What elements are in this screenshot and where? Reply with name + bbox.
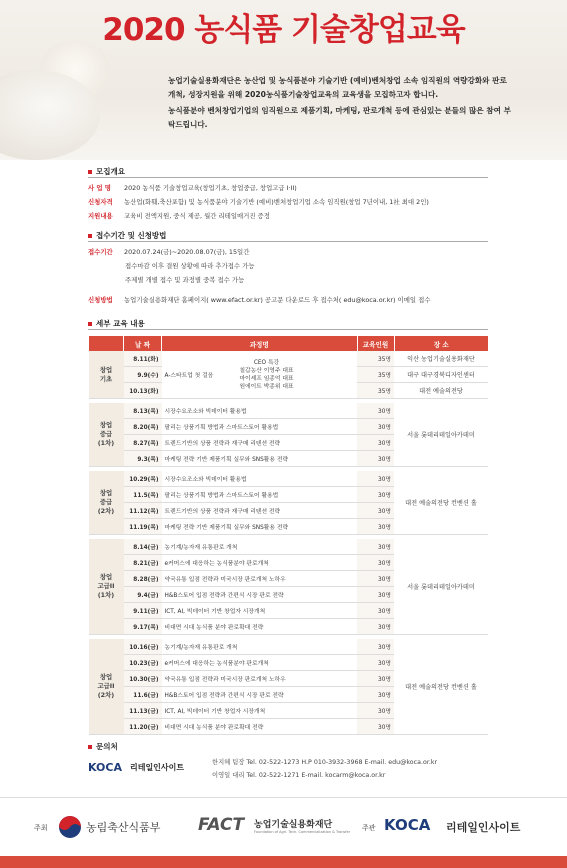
date-cell: 11.19(목)	[124, 519, 162, 535]
course-cell: 비대면 시대 농식품 분야 판로확대 전략	[162, 619, 358, 635]
place-cell: 대전 예술의전당 컨벤션 홀	[394, 639, 488, 735]
course-cell: 트렌드기반의 상품 전략과 재구매 리텐션 전략	[162, 503, 358, 519]
bullet-square-icon	[88, 745, 92, 749]
period-note: 접수마감 이후 결원 상황에 따라 추가접수 가능	[125, 262, 255, 270]
count-cell: 30명	[357, 603, 394, 619]
course-cell: 마케팅 전략 기반 제품기획 실무와 SNS활용 전략	[162, 519, 358, 535]
fact-logo: FACT	[198, 815, 245, 835]
table-row	[89, 351, 489, 367]
date-cell: 11.13(금)	[124, 703, 162, 719]
method-row: 신청방법 농업기술실용화재단 홈페이지( www.efact.or.kr) 공고문 다운로드 후 접수처( edu@koca.or.kr) 이메일 접수	[88, 296, 431, 304]
course-cell: e커머스에 대응하는 농식품분야 판로개척	[162, 655, 358, 671]
column-header: 과정명	[162, 336, 358, 351]
bottom-bar	[0, 856, 567, 868]
divider	[0, 797, 567, 798]
count-cell: 30명	[357, 639, 394, 655]
count-cell: 30명	[357, 435, 394, 451]
section-period-heading: 접수기간 및 신청방법	[88, 230, 166, 241]
date-cell: 10.29(목)	[124, 471, 162, 487]
date-cell: 9.4(금)	[124, 587, 162, 603]
count-cell: 30명	[357, 687, 394, 703]
count-cell: 30명	[357, 503, 394, 519]
schedule-table	[88, 336, 488, 735]
contact-person: 한지혜 팀장 Tel. 02-522-1273 H.P 010-3932-3968 E-mail. edu@koca.or.kr	[212, 759, 438, 766]
count-cell: 30명	[357, 419, 394, 435]
intro-paragraph: 농식품분야 벤처창업기업의 임직원으로 제품기획, 마케팅, 판로개척 등에 관심있는 분들의 많은 참여 부탁드립니다.	[168, 106, 511, 129]
page-title: 2020 농식품 기술창업교육	[102, 12, 465, 48]
divider	[88, 241, 488, 242]
divider	[88, 329, 488, 330]
intro-paragraph: 농업기술실용화재단은 농산업 및 농식품분야 기술기반 (예비)벤처창업 소속 임직원의 역량강화와 판로개척, 성장지원을 위해 2020농식품기술창업교육의 교육생을 모집하고자 합니다.	[168, 76, 507, 99]
intro-text	[168, 74, 513, 134]
count-cell: 30명	[357, 619, 394, 635]
bullet-square-icon	[88, 322, 92, 326]
table-row	[89, 639, 489, 655]
date-cell: 9.3(목)	[124, 451, 162, 467]
overview-row: 사 업 명 2020 농식품 기술창업교육(창업기초, 창업중급, 창업고급 I·II)	[88, 184, 297, 192]
date-cell: 8.13(목)	[124, 403, 162, 419]
count-cell: 30명	[357, 587, 394, 603]
course-cell: 트렌드기반의 상품 전략과 재구매 리텐션 전략	[162, 435, 358, 451]
table-row	[89, 471, 489, 487]
count-cell: 30명	[357, 655, 394, 671]
count-cell: 30명	[357, 451, 394, 467]
date-cell: 9.9(수)	[124, 367, 162, 383]
course-cell: ICT, AI, 빅데이터 기반 창업자 시장개척	[162, 603, 358, 619]
place-cell: 대전 예술의전당	[394, 383, 488, 399]
course-name: A-스타트업 첫 걸음	[164, 373, 214, 379]
org-name: 리테일인사이트	[446, 821, 521, 834]
table-row	[89, 539, 489, 555]
government-emblem-icon	[58, 815, 82, 839]
date-cell: 8.20(목)	[124, 419, 162, 435]
course-cell: 농기계/농자재 유통판로 개척	[162, 539, 358, 555]
date-cell: 8.28(금)	[124, 571, 162, 587]
date-cell: 8.11(화)	[124, 351, 162, 367]
footer	[0, 805, 567, 855]
course-cell: 시장수요조소와 빅데이터 활용법	[162, 471, 358, 487]
koca-logo: KOCA	[88, 761, 122, 774]
date-cell: 11.12(목)	[124, 503, 162, 519]
org-label: 주관	[362, 824, 376, 832]
place-cell: 대구 대구경북디자인센터	[394, 367, 488, 383]
count-cell: 30명	[357, 671, 394, 687]
date-cell: 8.14(금)	[124, 539, 162, 555]
place-cell: 대전 예술의전당 컨벤션 홀	[394, 471, 488, 535]
course-cell: 시장수요조소와 빅데이터 활용법	[162, 403, 358, 419]
date-cell: 10.13(화)	[124, 383, 162, 399]
course-cell: H&B스토어 입점 전략과 간편식 시장 판로 전략	[162, 687, 358, 703]
place-cell: 서울 롯데리테일아카데미	[394, 539, 488, 635]
count-cell: 30명	[357, 571, 394, 587]
date-cell: 10.30(금)	[124, 671, 162, 687]
course-cell	[162, 351, 358, 399]
table-row	[89, 403, 489, 419]
course-cell: 마케팅 전략 기반 제품기획 실무와 SNS활용 전략	[162, 451, 358, 467]
course-cell: 약국유통 입점 전략과 미국시장 판로개척 노하우	[162, 571, 358, 587]
group-label: 창업 중급 (1차)	[89, 403, 124, 467]
course-cell: 약국유통 입점 전략과 미국시장 판로개척 노하우	[162, 671, 358, 687]
overview-row: 지원내용 교육비 전액지원, 중식 제공, 월간 리테일매거진 증정	[88, 212, 270, 220]
course-cell: H&B스토어 입점 전략과 간편식 시장 판로 전략	[162, 587, 358, 603]
contact-person: 이영일 대리 Tel. 02-522-1271 E-mail. kocarm@koca.or.kr	[212, 772, 386, 779]
date-cell: 10.16(금)	[124, 639, 162, 655]
column-header: 교육인원	[357, 336, 394, 351]
date-cell: 11.5(목)	[124, 487, 162, 503]
count-cell: 35명	[357, 351, 394, 367]
count-cell: 30명	[357, 539, 394, 555]
course-cell: 팔리는 상품기획 방법과 스마트스토어 활용법	[162, 419, 358, 435]
group-label: 창업 중급 (2차)	[89, 471, 124, 535]
count-cell: 30명	[357, 519, 394, 535]
group-label: 창업 고급II (1차)	[89, 539, 124, 635]
group-label: 창업 기초	[89, 351, 124, 399]
place-cell: 익산 농업기술실용화재단	[394, 351, 488, 367]
count-cell: 30명	[357, 471, 394, 487]
place-cell: 서울 롯데리테일아카데미	[394, 403, 488, 467]
section-detail-heading: 세부 교육 내용	[88, 318, 145, 329]
column-header	[89, 336, 124, 351]
course-cell: 비대면 시대 농식품 분야 판로확대 전략	[162, 719, 358, 735]
period-note: 주제별 개별 접수 및 과정별 중복 접수 가능	[125, 276, 245, 284]
koca-logo: KOCA	[384, 816, 431, 834]
count-cell: 30명	[357, 555, 394, 571]
date-cell: 10.23(금)	[124, 655, 162, 671]
count-cell: 35명	[357, 383, 394, 399]
period-row: 접수기간 2020.07.24(금)~2020.08.07(금), 15일간	[88, 248, 250, 256]
count-cell: 35명	[357, 367, 394, 383]
contact-org-name: 리테일인사이트	[130, 763, 185, 772]
group-label: 창업 고급II (2차)	[89, 639, 124, 735]
date-cell: 9.11(금)	[124, 603, 162, 619]
date-cell: 8.21(금)	[124, 555, 162, 571]
course-cell: e커머스에 대응하는 농식품분야 판로개척	[162, 555, 358, 571]
divider	[88, 177, 488, 178]
count-cell: 30명	[357, 403, 394, 419]
column-header: 날 짜	[124, 336, 162, 351]
contact-block	[88, 757, 508, 783]
bullet-square-icon	[88, 234, 92, 238]
course-cell: 팔리는 상품기획 방법과 스마트스토어 활용법	[162, 487, 358, 503]
section-contact-heading: 문의처	[88, 741, 118, 752]
section-overview-heading: 모집개요	[88, 166, 125, 177]
fact-subtitle: Foundation of Agri. Tech. Commercialization & Transfer	[254, 830, 351, 834]
date-cell: 8.27(목)	[124, 435, 162, 451]
host-label: 주최	[34, 824, 48, 832]
count-cell: 30명	[357, 487, 394, 503]
overview-row: 신청자격 농산업(화훼,축산포함) 및 농식품분야 기술기반 (예비)벤처창업기업 소속 임직원(창업 7년이내, 1社 최대 2인)	[88, 198, 429, 206]
count-cell: 30명	[357, 703, 394, 719]
date-cell: 11.20(금)	[124, 719, 162, 735]
course-cell: 농기계/농자재 유통판로 개척	[162, 639, 358, 655]
fact-name: 농업기술실용화재단	[254, 820, 333, 830]
date-cell: 11.6(금)	[124, 687, 162, 703]
count-cell: 30명	[357, 719, 394, 735]
column-header: 장 소	[394, 336, 488, 351]
course-lecturers: CEO 특강 칠갑농산 이영주 대표 마이셰프 임종억 대표 원에이트 박종위 대표	[239, 359, 294, 390]
host-name: 농림축산식품부	[86, 821, 161, 834]
schedule-body	[89, 351, 489, 735]
bullet-square-icon	[88, 170, 92, 174]
date-cell: 9.17(목)	[124, 619, 162, 635]
course-cell: ICT, AI, 빅데이터 기반 창업자 시장개척	[162, 703, 358, 719]
